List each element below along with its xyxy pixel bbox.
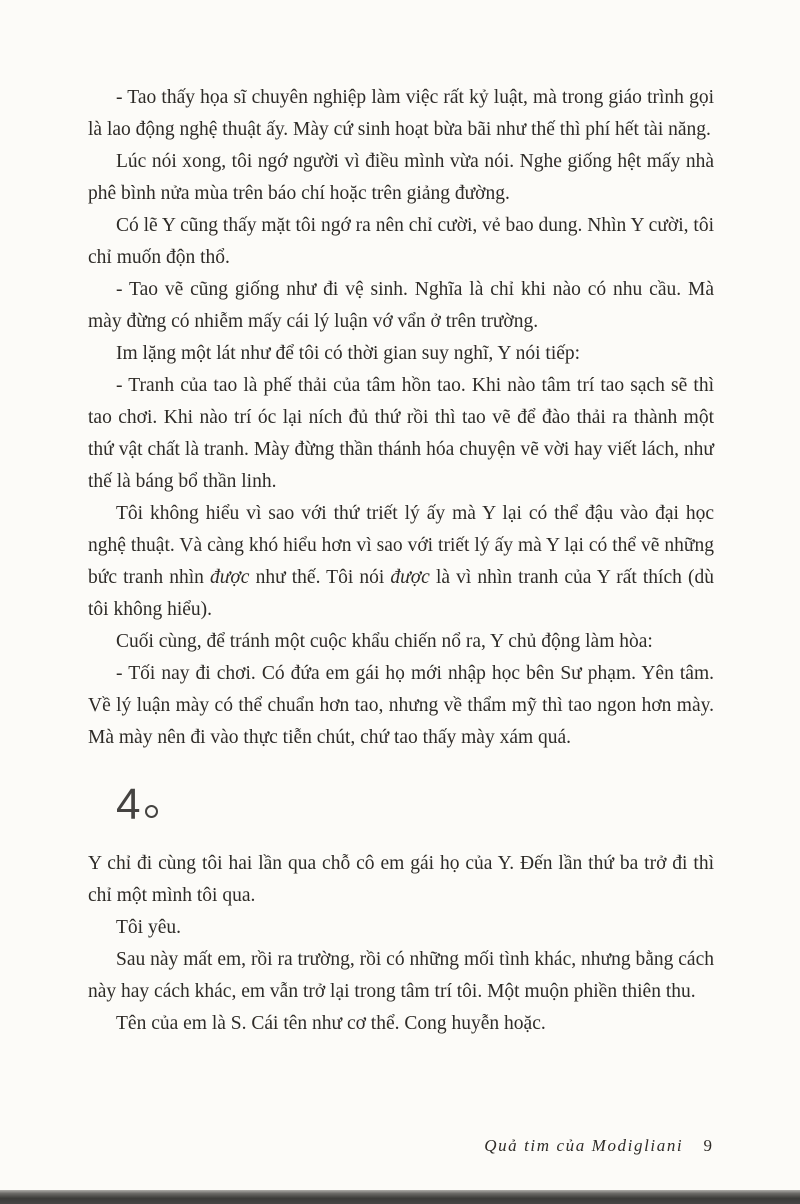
paragraphs-chapter-3 xyxy=(88,82,714,754)
text-run: - Tao vẽ cũng giống như đi vệ sinh. Nghĩa là chỉ khi nào có nhu cầu. Mà mày đừng có nhiễm mấy cái lý luận vớ vẩn ở trên trường. xyxy=(88,279,714,332)
page-number: 9 xyxy=(703,1136,712,1155)
emphasized-text: được xyxy=(210,567,250,588)
paragraphs-chapter-4 xyxy=(88,848,714,1040)
paragraph xyxy=(88,370,714,498)
paragraph xyxy=(88,338,714,370)
text-run: Lúc nói xong, tôi ngớ người vì điều mình vừa nói. Nghe giống hệt mấy nhà phê bình nửa mùa trên báo chí hoặc trên giảng đường. xyxy=(88,151,714,204)
paragraph xyxy=(88,274,714,338)
paragraph xyxy=(88,1008,714,1040)
scan-edge-bar xyxy=(0,1190,800,1204)
text-run: Có lẽ Y cũng thấy mặt tôi ngớ ra nên chỉ cười, vẻ bao dung. Nhìn Y cười, tôi chỉ muốn độn thổ. xyxy=(88,215,714,268)
emphasized-text: được xyxy=(390,567,430,588)
text-run: - Tao thấy họa sĩ chuyên nghiệp làm việc rất kỷ luật, mà trong giáo trình gọi là lao động nghệ thuật ấy. Mày cứ sinh hoạt bừa bãi như thế thì phí hết tài năng. xyxy=(88,87,714,140)
chapter-dot-ornament xyxy=(145,805,158,818)
text-run: - Tranh của tao là phế thải của tâm hồn tao. Khi nào tâm trí tao sạch sẽ thì tao chơi. Khi nào trí óc lại ních đủ thứ rồi thì tao vẽ để đào thải ra thành một thứ vật chất là tranh. Mày đừng thần thánh hóa chuyện vẽ vời hay viết lách, như thế là báng bổ thần linh. xyxy=(88,375,714,492)
text-run: Im lặng một lát như để tôi có thời gian suy nghĩ, Y nói tiếp: xyxy=(116,343,581,364)
page-footer xyxy=(484,1136,712,1156)
text-run: Tôi không hiểu vì sao với thứ triết lý ấy mà Y lại có thể đậu vào đại học nghệ thuật. Và càng khó hiểu hơn vì sao với triết lý ấy mà Y lại có thể vẽ những bức tranh nhìn xyxy=(88,503,714,588)
paragraph xyxy=(88,944,714,1008)
text-run: là vì nhìn tranh của Y rất thích (dù tôi không hiểu). xyxy=(88,567,714,620)
paragraph xyxy=(88,658,714,754)
text-run: Tôi yêu. xyxy=(116,917,181,938)
text-run: Sau này mất em, rồi ra trường, rồi có những mối tình khác, nhưng bằng cách này hay cách khác, em vẫn trở lại trong tâm trí tôi. Một muộn phiền thiên thu. xyxy=(88,949,714,1002)
paragraph xyxy=(88,626,714,658)
paragraph xyxy=(88,210,714,274)
text-run: như thế. Tôi nói xyxy=(249,567,391,588)
text-run: Tên của em là S. Cái tên như cơ thể. Cong huyễn hoặc. xyxy=(116,1013,546,1034)
chapter-number-text: 4 xyxy=(116,780,141,829)
paragraph xyxy=(88,146,714,210)
text-run: Cuối cùng, để tránh một cuộc khẩu chiến nổ ra, Y chủ động làm hòa: xyxy=(116,631,653,652)
paragraph xyxy=(88,82,714,146)
text-run: - Tối nay đi chơi. Có đứa em gái họ mới nhập học bên Sư phạm. Yên tâm. Về lý luận mày có thể chuẩn hơn tao, nhưng về thẩm mỹ thì tao ngon hơn mày. Mà mày nên đi vào thực tiễn chút, chứ tao thấy mày xám quá. xyxy=(88,663,714,748)
chapter-number xyxy=(88,780,714,830)
page-content xyxy=(88,82,714,1040)
running-footer-title: Quả tim của Modigliani xyxy=(484,1136,684,1155)
text-run: Y chỉ đi cùng tôi hai lần qua chỗ cô em gái họ của Y. Đến lần thứ ba trở đi thì chỉ một mình tôi qua. xyxy=(88,853,714,906)
paragraph xyxy=(88,912,714,944)
paragraph xyxy=(88,498,714,626)
paragraph xyxy=(88,848,714,912)
